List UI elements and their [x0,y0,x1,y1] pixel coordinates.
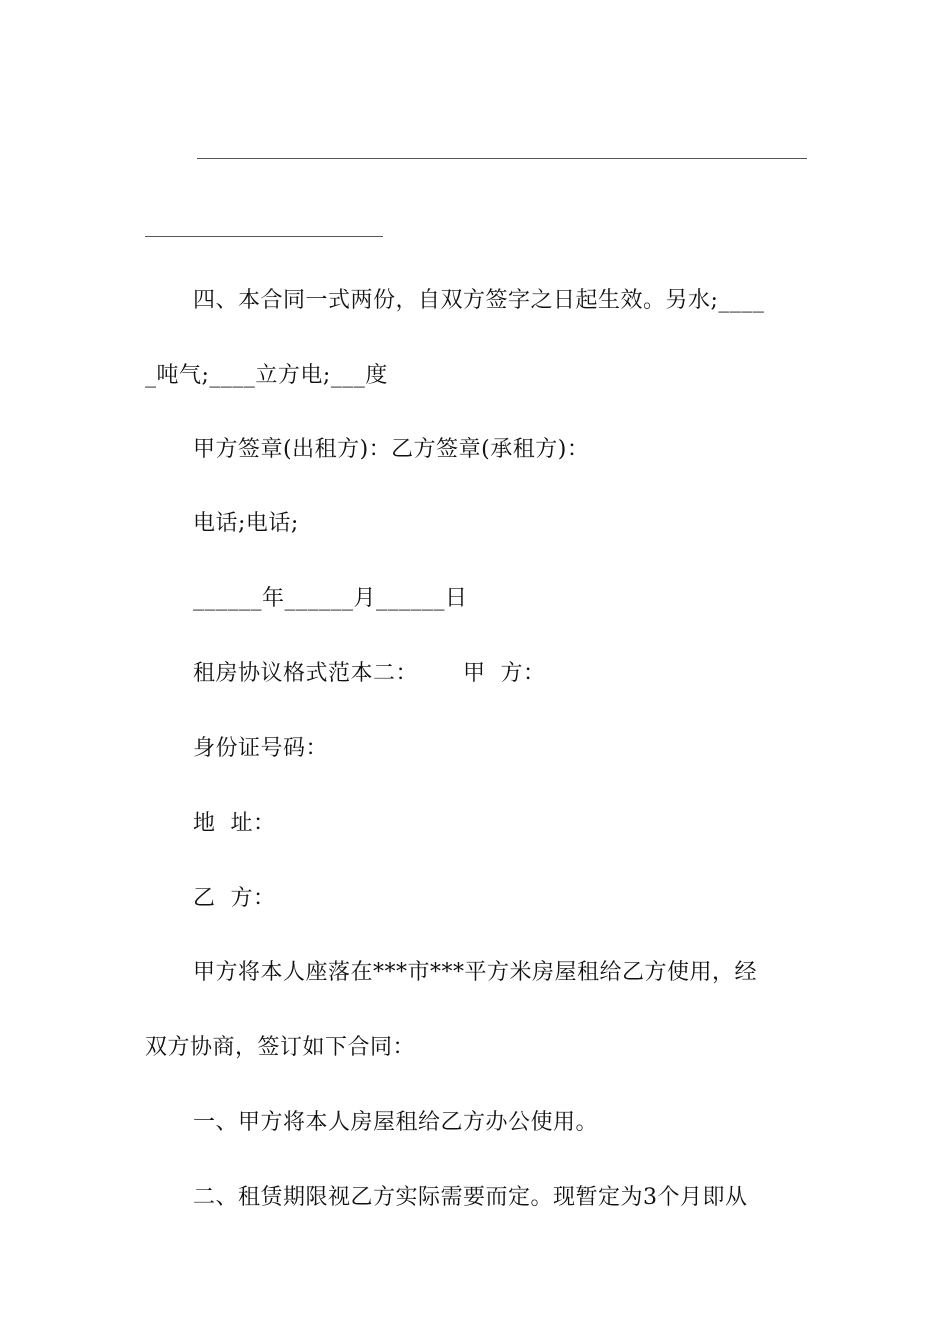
id-number-line: 身份证号码： [193,736,329,761]
signature-line: 甲方签章(出租方)：乙方签章(承租方)： [193,437,590,462]
intro-paragraph-line-2: 双方协商，签订如下合同： [145,1035,416,1060]
blank-fill-line-top [197,158,807,159]
clause-four-line-2: _吨气;____立方电;___度 [145,363,388,388]
phone-line: 电话;电话; [193,511,299,536]
date-line: ______年______月______日 [193,586,468,611]
intro-paragraph-line-1: 甲方将本人座落在***市***平方米房屋租给乙方使用，经 [193,960,758,985]
template-two-heading: 租房协议格式范本二： 甲 方： [193,661,546,686]
clause-one-line: 一、甲方将本人房屋租给乙方办公使用。 [193,1110,599,1135]
blank-fill-line-continued [145,236,383,237]
address-line: 地 址： [193,811,276,836]
clause-four-line-1: 四、本合同一式两份，自双方签字之日起生效。另水;____ [193,288,765,313]
clause-two-line: 二、租赁期限视乙方实际需要而定。现暂定为3个月即从 [193,1185,748,1210]
party-b-line: 乙 方： [193,886,276,911]
